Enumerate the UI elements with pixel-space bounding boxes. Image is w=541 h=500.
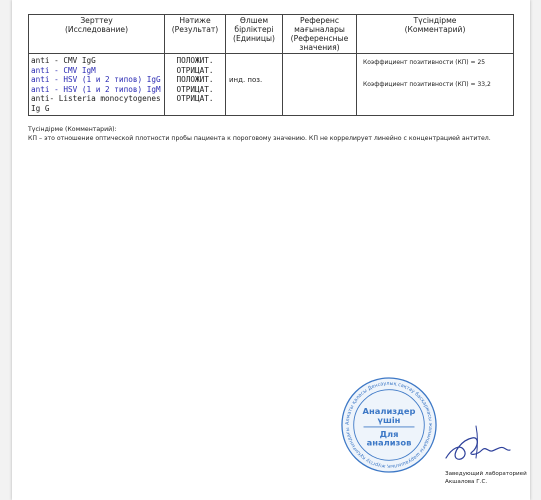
header-study-ru: (Исследование)	[64, 25, 129, 34]
header-study-kz: Зерттеу	[80, 16, 113, 25]
laboratory-stamp	[340, 376, 438, 474]
header-reference	[283, 15, 357, 54]
header-units-line3: (Единицы)	[233, 34, 275, 43]
study-cmv-igm: anti - CMV IgM	[31, 65, 96, 75]
result-listeria-igg: ОТРИЦАТ.	[176, 94, 214, 103]
header-reference-line2: мағыналары	[294, 25, 345, 34]
stamp-center-ru-1: Для	[379, 428, 399, 439]
header-units-line2: бірліктері	[234, 25, 274, 34]
header-comment-ru: (Комментарий)	[404, 25, 466, 34]
header-reference-line1: Референс	[299, 16, 340, 25]
header-units-line1: Өлшем	[239, 16, 269, 25]
header-reference-line3: (Референсные	[290, 34, 349, 43]
signature	[442, 418, 514, 470]
header-comment-kz: Түсіндірме	[413, 16, 457, 25]
comment-hsv: Коэффициент позитивности (КП) = 33,2	[363, 80, 491, 88]
result-hsv-igg: ПОЛОЖИТ.	[176, 75, 214, 84]
header-study	[29, 15, 165, 54]
study-cmv-igg: anti - CMV IgG	[31, 56, 96, 65]
result-hsv-igm: ОТРИЦАТ.	[176, 84, 214, 94]
study-hsv-igm: anti - HSV (1 и 2 типов) IgM	[31, 84, 161, 94]
comment-cell	[357, 54, 514, 116]
stamp-center-kz-2: үшін	[377, 415, 401, 426]
table-row	[29, 54, 514, 116]
result-cell	[165, 54, 226, 116]
footnote-text: КП – это отношение оптической плотности пробы пациента к пороговому значению. КП не коррелирует линейно с концентрацией антител.	[28, 135, 491, 142]
study-listeria-igg: anti- Listeria monocytogenes Ig G	[31, 94, 161, 113]
footnote-title: Түсіндірме (Комментарий):	[28, 126, 117, 133]
study-hsv-igg: anti - HSV (1 и 2 типов) IgG	[31, 75, 161, 84]
comment-cmv: Коэффициент позитивности (КП) = 25	[363, 59, 486, 66]
signature-stroke	[446, 438, 510, 460]
signer-title: Заведующий лабораторией	[445, 471, 527, 477]
header-units	[226, 15, 283, 54]
header-comment	[357, 15, 514, 54]
unit-value: инд. поз.	[229, 76, 263, 84]
units-cell	[226, 54, 283, 116]
table-header-row	[29, 15, 514, 54]
header-result-ru: (Результат)	[171, 25, 219, 34]
reference-cell	[283, 54, 357, 116]
signer-name: Акшалова Г.С.	[445, 479, 488, 485]
document-page	[12, 0, 530, 500]
header-result-kz: Нәтиже	[179, 16, 211, 25]
stamp-ring-text: Алматы қаласы Денсаулық сақтау басқармасы жанындағы шаруашылық жүргізу құқығындағы	[344, 380, 434, 470]
header-result	[165, 15, 226, 54]
stamp-center-ru-2: анализов	[366, 437, 412, 448]
header-reference-line4: значения)	[299, 43, 340, 52]
study-cell	[29, 54, 165, 116]
stamp-center-kz-1: Анализдер	[362, 406, 416, 417]
signer-block	[445, 470, 527, 486]
footnote	[28, 125, 491, 143]
result-cmv-igg: ПОЛОЖИТ.	[176, 56, 214, 65]
result-cmv-igm: ОТРИЦАТ.	[176, 65, 214, 75]
results-table	[28, 14, 514, 116]
